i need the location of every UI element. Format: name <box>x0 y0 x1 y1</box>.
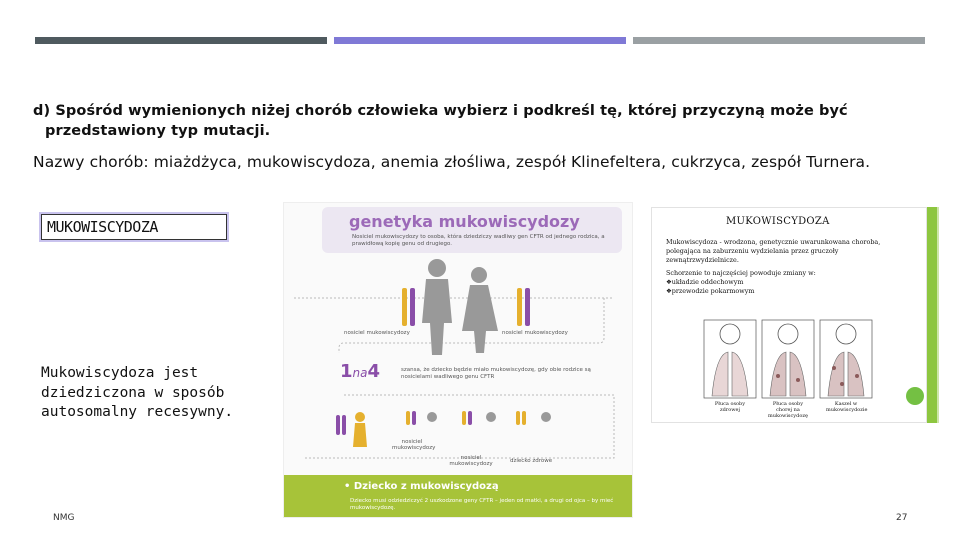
lungs-healthy-illustration <box>704 320 756 398</box>
panel-paragraph-2: Schorzenie to najczęściej powoduje zmiany w: <box>666 269 816 277</box>
task-line-1: d) Spośród wymienionych niżej chorób człowieka wybierz i podkreśl tę, której przyczyną może być <box>33 103 848 119</box>
panel-green-edge-light <box>937 207 939 423</box>
task-line-2: przedstawiony typ mutacji. <box>45 123 271 139</box>
children-row <box>336 411 551 447</box>
panel-title: MUKOWISCYDOZA <box>726 216 830 227</box>
caption-diseased: Płuca osoby chorej na mukowiscydozę <box>768 401 808 419</box>
page-number: 27 <box>896 513 908 523</box>
lungs-cough-illustration <box>820 320 872 398</box>
lungs-diseased-illustration <box>762 320 814 398</box>
panel-bullet-2: ❖przewodzie pokarmowym <box>666 287 755 295</box>
label-child-healthy: dziecko zdrowe <box>510 458 553 464</box>
panel-bullet-1: ❖układzie oddechowym <box>666 278 744 286</box>
ratio-one: 1 <box>340 361 353 382</box>
chromosome-pair-left <box>402 288 415 326</box>
answer-text: MUKOWISCYDOZA <box>47 218 158 236</box>
header-bar-purple <box>334 37 626 44</box>
label-parent-left: nosiciel mukowiscydozy <box>344 330 410 336</box>
disease-names: Nazwy chorób: miażdżyca, mukowiscydoza, anemia złośliwa, zespół Klinefeltera, cukrzyca, zespół Turnera. <box>33 153 871 171</box>
affected-child-box <box>284 475 632 518</box>
ratio-four: 4 <box>367 361 381 382</box>
chromosome-pair-right <box>517 288 530 326</box>
lungs-illustrations <box>652 208 928 424</box>
parents-silhouette <box>422 259 498 355</box>
header-bar-dark <box>35 37 327 44</box>
cystic-fibrosis-panel <box>651 207 927 423</box>
green-dot <box>906 387 924 405</box>
affected-child-title: • Dziecko z mukowiscydozą <box>344 481 499 492</box>
header-bar-gray <box>633 37 925 44</box>
label-child-carrier-2: nosiciel mukowiscydozy <box>449 455 493 467</box>
caption-healthy: Płuca osoby zdrowej <box>714 401 746 413</box>
label-child-carrier: nosiciel mukowiscydozy <box>392 439 436 451</box>
infographic-subtitle: Nosiciel mukowiscydozy to osoba, która dziedziczy wadliwy gen CFTR od jednego rodzica, a prawidłową kopię genu od drugiego. <box>352 234 605 247</box>
inheritance-description: Mukowiscydoza jest dziedziczona w sposób autosomalny recesywny. <box>41 365 234 420</box>
panel-paragraph-1: Mukowiscydoza - wrodzona, genetycznie uwarunkowana choroba, polegająca na zaburzeniu wydzielania przez gruczoły zewnątrzwydzielnicze. <box>666 238 881 264</box>
ratio-one-in-four <box>340 361 380 382</box>
label-parent-right: nosiciel mukowiscydozy <box>502 330 568 336</box>
ratio-na: na <box>352 366 368 380</box>
dotted-line-bottom <box>304 395 614 458</box>
answer-box[interactable] <box>41 214 227 240</box>
caption-cough: Kaszel w mukowiscydozie <box>826 401 868 413</box>
genetics-infographic <box>283 202 633 518</box>
dotted-line-top <box>294 298 614 353</box>
infographic-title: genetyka mukowiscydozy <box>349 212 580 231</box>
chance-text: szansa, że dziecko będzie miało mukowiscydozę, gdy obie rodzice są nosicielami wadliwego genu CFTR <box>401 367 591 380</box>
panel-green-edge <box>927 207 937 423</box>
affected-child-text: Dziecko musi odziedziczyć 2 uszkodzone geny CFTR – jeden od matki, a drugi od ojca – by mieć mukowiscydozę. <box>350 498 614 511</box>
footer-author: NMG <box>53 513 75 523</box>
infographic-graphics <box>284 203 633 518</box>
task-text <box>33 101 923 141</box>
